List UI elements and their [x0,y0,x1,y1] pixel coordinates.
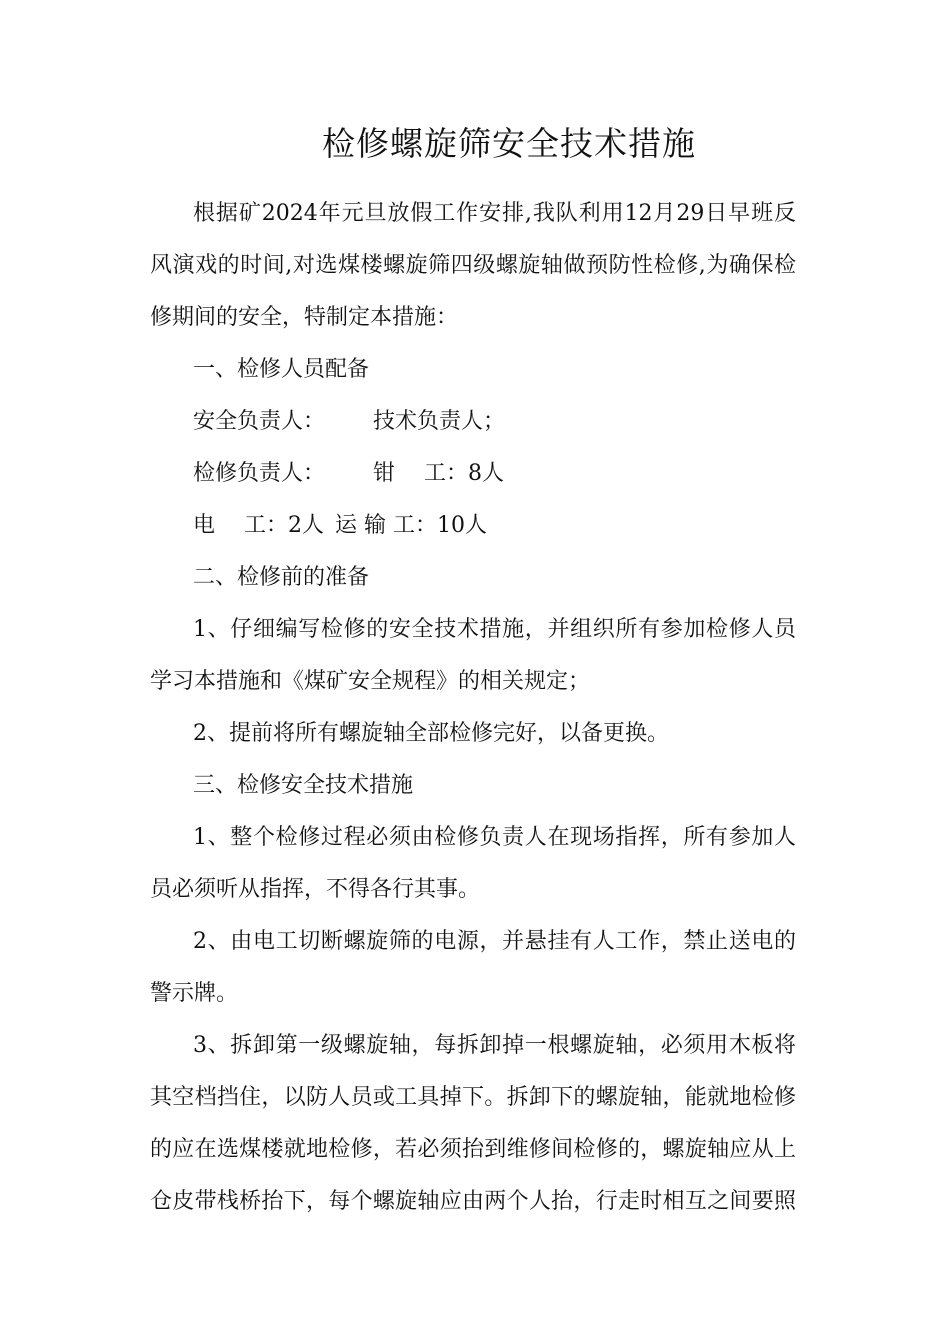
section3-heading: 三、检修安全技术措施 [193,773,414,798]
document-title: 检修螺旋筛安全技术措施 [322,124,696,163]
intro-line-3: 修期间的安全，特制定本措施： [150,305,459,330]
personnel-electricians: 电 工：2人 [193,513,324,538]
personnel-safety-lead: 安全负责人： [193,409,326,434]
section3-item2-line-1: 2、由电工切断螺旋筛的电源，并悬挂有人工作，禁止送电的 [193,929,796,954]
personnel-row-2 [193,448,504,500]
section2-item1-line-1: 1、仔细编写检修的安全技术措施，并组织所有参加检修人员 [193,617,796,642]
intro-line-2: 风演戏的时间,对选煤楼螺旋筛四级螺旋轴做预防性检修,为确保检 [150,253,796,278]
section3-item3-line-2: 其空档挡住，以防人员或工具掉下。拆卸下的螺旋轴，能就地检修 [150,1085,796,1110]
section2-heading: 二、检修前的准备 [193,565,370,590]
section3-item1-line-2: 员必须听从指挥，不得各行其事。 [150,877,481,902]
personnel-repair-lead: 检修负责人： [193,461,326,486]
intro-line-1: 根据矿2024年元旦放假工作安排,我队利用12月29日早班反 [193,201,796,226]
section2-item2: 2、提前将所有螺旋轴全部检修完好，以备更换。 [193,721,669,746]
section1-heading: 一、检修人员配备 [193,357,370,382]
section3-item3-line-1: 3、拆卸第一级螺旋轴，每拆卸掉一根螺旋轴，必须用木板将 [193,1033,796,1058]
section3-item2-line-2: 警示牌。 [150,981,239,1006]
section3-item3-line-3: 的应在选煤楼就地检修，若必须抬到维修间检修的，螺旋轴应从上 [150,1137,796,1162]
section3-item3-line-4: 仓皮带栈桥抬下，每个螺旋轴应由两个人抬，行走时相互之间要照 [150,1189,796,1214]
personnel-tech-lead: 技术负责人； [373,409,506,434]
personnel-transport: 运 输 工：10人 [335,513,487,538]
section2-item1-line-2: 学习本措施和《煤矿安全规程》的相关规定； [150,669,591,694]
personnel-fitters: 钳 工：8人 [373,461,504,486]
section3-item1-line-1: 1、整个检修过程必须由检修负责人在现场指挥，所有参加人 [193,825,796,850]
personnel-row-3 [193,500,487,552]
personnel-row-1 [193,396,505,448]
